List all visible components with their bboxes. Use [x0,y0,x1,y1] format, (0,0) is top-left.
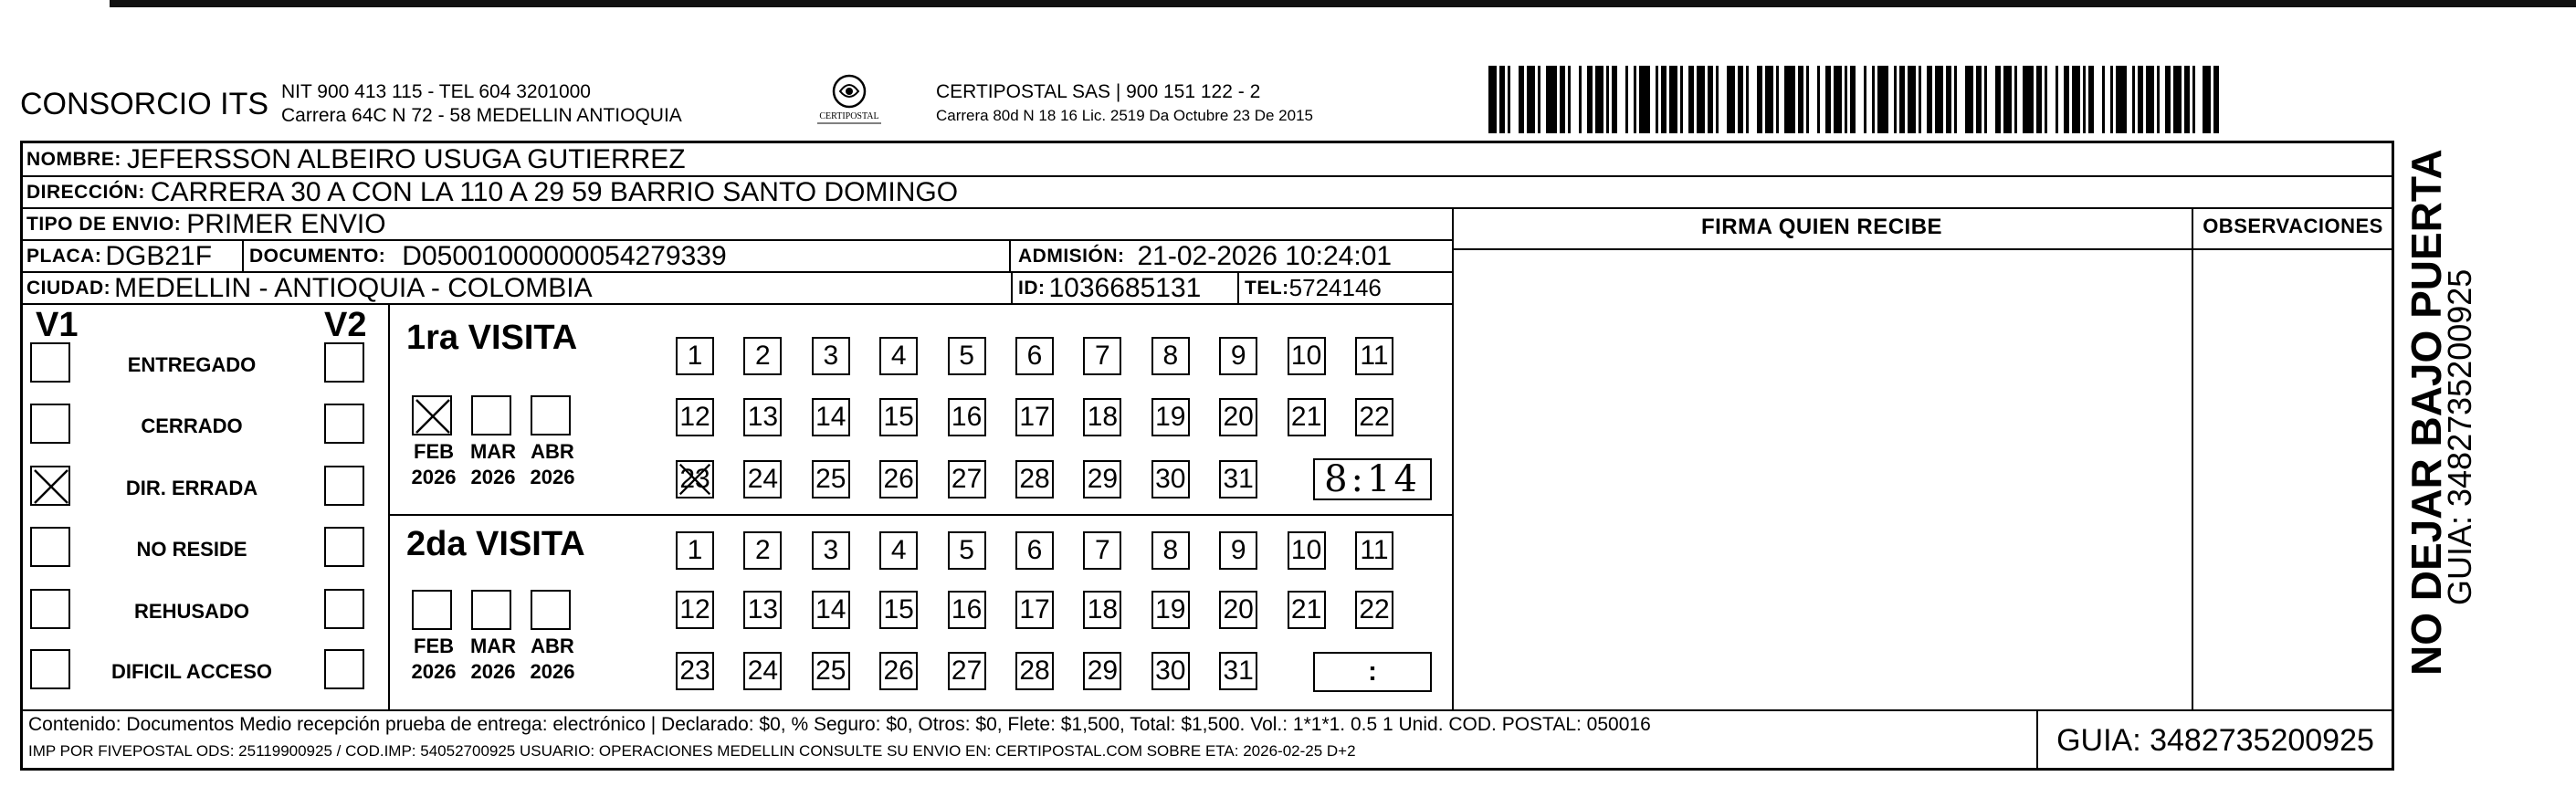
visita1-day-21[interactable]: 21 [1288,398,1326,436]
barcode-bar [1527,66,1535,133]
company-name: CONSORCIO ITS [20,87,269,121]
documento-label: DOCUMENTO: [249,245,386,267]
barcode-bar [1765,66,1773,133]
visita1-day-22[interactable]: 22 [1355,398,1393,436]
visita1-day-16[interactable]: 16 [948,398,986,436]
barcode-bar [1639,66,1650,133]
visita2-day-30[interactable]: 30 [1151,652,1190,690]
visita2-day-28[interactable]: 28 [1015,652,1054,690]
delivery-form [20,141,2394,771]
v2-label: V2 [324,306,367,344]
footer-imp: IMP POR FIVEPOSTAL ODS: 25119900925 / COD.IMP: 54052700925 USUARIO: OPERACIONES MEDELLIN CONSULTE SU ENVIO EN: CERTIPOSTAL.COM SOBRE ETA: 2026-02-25 D+2 [28,742,1356,760]
barcode-bar [2195,66,2203,133]
visita2-month-checkbox-mar[interactable] [471,590,511,630]
visita2-day-20[interactable]: 20 [1219,591,1257,629]
visita1-day-19[interactable]: 19 [1151,398,1190,436]
side-guia: GUIA: 3482735200925 [2441,268,2478,605]
v2-checkbox-dificil-acceso[interactable] [324,649,364,689]
visita1-day-17[interactable]: 17 [1015,398,1054,436]
barcode-bar [1510,66,1519,133]
visita1-day-1[interactable]: 1 [676,337,714,375]
visita2-day-1[interactable]: 1 [676,531,714,570]
visita2-day-16[interactable]: 16 [948,591,986,629]
visita1-month-year: 2026 [470,466,516,488]
company-address: Carrera 64C N 72 - 58 MEDELLIN ANTIOQUIA [281,105,682,126]
barcode-bar [1908,66,1916,133]
v2-checkbox-dir-errada[interactable] [324,466,364,506]
visita1-day-13[interactable]: 13 [743,398,782,436]
barcode-bar [1719,66,1727,133]
v1-checkbox-cerrado[interactable] [30,404,70,444]
status-option-entregado: ENTREGADO [127,353,257,376]
tel-label: TEL: [1245,277,1289,299]
ciudad-value: MEDELLIN - ANTIOQUIA - COLOMBIA [114,272,593,303]
visita1-day-26[interactable]: 26 [879,460,918,498]
tel-value: 5724146 [1288,274,1382,301]
visita1-day-28[interactable]: 28 [1015,460,1054,498]
v1-checkbox-rehusado[interactable] [30,589,70,629]
v1-checkbox-entregado[interactable] [30,342,70,383]
admision-value: 21-02-2026 10:24:01 [1137,240,1393,271]
placa-label: PLACA: [26,245,102,267]
visita2-day-27[interactable]: 27 [948,652,986,690]
visita2-month-label-abr [525,634,580,685]
visita1-day-5[interactable]: 5 [948,337,986,375]
visita1-month-checkbox-feb[interactable] [412,395,452,435]
visita2-time[interactable]: : [1313,652,1432,692]
status-option-rehusado: REHUSADO [134,600,249,623]
company-nit: NIT 900 413 115 - TEL 604 3201000 [281,81,591,102]
visita1-day-6[interactable]: 6 [1015,337,1054,375]
visita1-day-8[interactable]: 8 [1151,337,1190,375]
visita2-day-7[interactable]: 7 [1083,531,1121,570]
visita2-day-23[interactable]: 23 [676,652,714,690]
visita1-month-name: FEB [414,440,454,463]
visita2-day-31[interactable]: 31 [1219,652,1257,690]
footer-guia: GUIA: 3482735200925 [2056,723,2374,758]
barcode [1488,66,2219,133]
visita1-day-7[interactable]: 7 [1083,337,1121,375]
visita2-day-24[interactable]: 24 [743,652,782,690]
visita1-day-27[interactable]: 27 [948,460,986,498]
visita1-day-9[interactable]: 9 [1219,337,1257,375]
visita2-day-12[interactable]: 12 [676,591,714,629]
visita1-day-3[interactable]: 3 [812,337,850,375]
barcode-bar [2094,66,2102,133]
visita2-month-name: ABR [531,635,574,657]
barcode-bar [1488,66,1497,133]
visita1-day-30[interactable]: 30 [1151,460,1190,498]
visita1-day-29[interactable]: 29 [1083,460,1121,498]
visita1-day-11[interactable]: 11 [1355,337,1393,375]
status-option-no-reside: NO RESIDE [136,538,247,561]
v1-checkbox-dificil-acceso[interactable] [30,649,70,689]
barcode-bar [2047,66,2056,133]
visita2-day-3[interactable]: 3 [812,531,850,570]
visita2-day-18[interactable]: 18 [1083,591,1121,629]
visita2-month-label-mar [466,634,520,685]
barcode-bar [1595,66,1603,133]
barcode-bar [1935,66,1943,133]
visita1-day-10[interactable]: 10 [1288,337,1326,375]
visita1-month-year: 2026 [530,466,575,488]
tipo-envio-value: PRIMER ENVIO [186,208,386,239]
visita2-title: 2da VISITA [406,525,585,563]
v1-label: V1 [36,306,79,344]
visita1-day-20[interactable]: 20 [1219,398,1257,436]
visita2-day-4[interactable]: 4 [879,531,918,570]
barcode-bar [2116,66,2127,133]
visita1-month-year: 2026 [411,466,457,488]
barcode-bar [1749,66,1757,133]
top-border-line [110,0,2576,7]
visita2-day-19[interactable]: 19 [1151,591,1190,629]
visita1-month-label-feb [406,439,461,490]
v2-checkbox-rehusado[interactable] [324,589,364,629]
visita2-day-2[interactable]: 2 [743,531,782,570]
barcode-bar [2203,66,2211,133]
barcode-bar [1957,66,1965,133]
nombre-label: NOMBRE: [26,148,121,170]
footer-contenido: Contenido: Documentos Medio recepción prueba de entrega: electrónico | Declarado: $0, % Seguro: $0, Otros: $0, Flete: $1,500, Total: $1,500. Vol.: 1*1*1. 0.5 1 Unid. COD. POSTAL: 050016 [28,714,1651,735]
certipostal-logo [808,71,890,126]
barcode-bar [1965,66,1973,133]
visita2-day-14[interactable]: 14 [812,591,850,629]
visita2-day-9[interactable]: 9 [1219,531,1257,570]
visita1-month-checkbox-mar[interactable] [471,395,511,435]
id-value: 1036685131 [1048,272,1202,303]
visita2-month-year: 2026 [411,660,457,683]
visita2-day-5[interactable]: 5 [948,531,986,570]
v2-checkbox-entregado[interactable] [324,342,364,383]
visita1-day-14[interactable]: 14 [812,398,850,436]
visita1-month-label-abr [525,439,580,490]
visita1-day-23[interactable]: 23 [676,460,714,498]
visita2-month-checkbox-abr[interactable] [531,590,571,630]
barcode-bar [1669,66,1677,133]
barcode-bar [1877,66,1888,133]
admision-label: ADMISIÓN: [1018,245,1125,267]
observaciones-label: OBSERVACIONES [2203,215,2383,237]
v2-checkbox-no-reside[interactable] [324,527,364,567]
visita1-title: 1ra VISITA [406,319,578,357]
barcode-bar [1987,66,1995,133]
direccion-value: CARRERA 30 A CON LA 110 A 29 59 BARRIO SANTO DOMINGO [150,176,959,207]
barcode-bar [2072,66,2080,133]
certipostal-address: Carrera 80d N 18 16 Lic. 2519 Da Octubre 23 De 2015 [936,107,1313,124]
visita1-time[interactable]: 8:14 [1313,458,1432,500]
visita1-day-31[interactable]: 31 [1219,460,1257,498]
firma-label: FIRMA QUIEN RECIBE [1700,215,1943,239]
visita2-month-year: 2026 [530,660,575,683]
barcode-bar [2213,66,2219,133]
visita1-day-18[interactable]: 18 [1083,398,1121,436]
visita2-month-label-feb [406,634,461,685]
barcode-bar [1834,66,1842,133]
visita1-month-name: MAR [469,440,517,463]
visita1-month-checkbox-abr[interactable] [531,395,571,435]
visita2-day-6[interactable]: 6 [1015,531,1054,570]
placa-value: DGB21F [105,240,213,271]
ciudad-label: CIUDAD: [26,277,111,299]
visita2-day-11[interactable]: 11 [1355,531,1393,570]
visita2-day-22[interactable]: 22 [1355,591,1393,629]
visita1-day-15[interactable]: 15 [879,398,918,436]
no-dejar-bajo-puerta: NO DEJAR BAJO PUERTA [2403,149,2450,676]
visita2-day-26[interactable]: 26 [879,652,918,690]
id-label: ID: [1018,277,1046,299]
certipostal-nit: CERTIPOSTAL SAS | 900 151 122 - 2 [936,81,1261,102]
barcode-bar [2173,66,2182,133]
visita2-day-21[interactable]: 21 [1288,591,1326,629]
barcode-bar [2146,66,2154,133]
visita1-month-name: ABR [531,440,574,463]
barcode-bar [2023,66,2034,133]
visita2-day-10[interactable]: 10 [1288,531,1326,570]
visita2-day-25[interactable]: 25 [812,652,850,690]
status-option-dir-errada: DIR. ERRADA [125,477,258,499]
nombre-value: JEFERSSON ALBEIRO USUGA GUTIERREZ [126,143,686,174]
v1-checkbox-no-reside[interactable] [30,527,70,567]
barcode-bar [1809,66,1817,133]
visita2-day-8[interactable]: 8 [1151,531,1190,570]
visita1-day-25[interactable]: 25 [812,460,850,498]
visita1-day-4[interactable]: 4 [879,337,918,375]
visita1-month-label-mar [466,439,520,490]
barcode-bar [1571,66,1579,133]
visita2-day-15[interactable]: 15 [879,591,918,629]
status-option-dificil-acceso: DIFICIL ACCESO [110,660,272,683]
visita2-month-year: 2026 [470,660,516,683]
direccion-label: DIRECCIÓN: [26,181,145,203]
barcode-bar [2003,66,2012,133]
barcode-bar [1727,66,1735,133]
visita2-month-checkbox-feb[interactable] [412,590,452,630]
barcode-bar [1784,66,1795,133]
tipo-envio-label: TIPO DE ENVIO: [26,213,182,235]
barcode-bar [1697,66,1705,133]
visita2-day-29[interactable]: 29 [1083,652,1121,690]
visita2-month-name: MAR [469,635,517,657]
documento-value: D05001000000054279339 [402,240,727,271]
logo-text: CERTIPOSTAL [819,111,879,121]
visita2-month-name: FEB [414,635,454,657]
visita1-day-2[interactable]: 2 [743,337,782,375]
barcode-bar [1856,66,1864,133]
v1-checkbox-dir-errada[interactable] [30,466,70,506]
visita1-day-12[interactable]: 12 [676,398,714,436]
barcode-bar [1617,66,1625,133]
visita2-day-17[interactable]: 17 [1015,591,1054,629]
visita1-day-24[interactable]: 24 [743,460,782,498]
status-option-cerrado: CERRADO [141,414,243,437]
barcode-bar [1546,66,1557,133]
visita2-day-13[interactable]: 13 [743,591,782,629]
v2-checkbox-cerrado[interactable] [324,404,364,444]
